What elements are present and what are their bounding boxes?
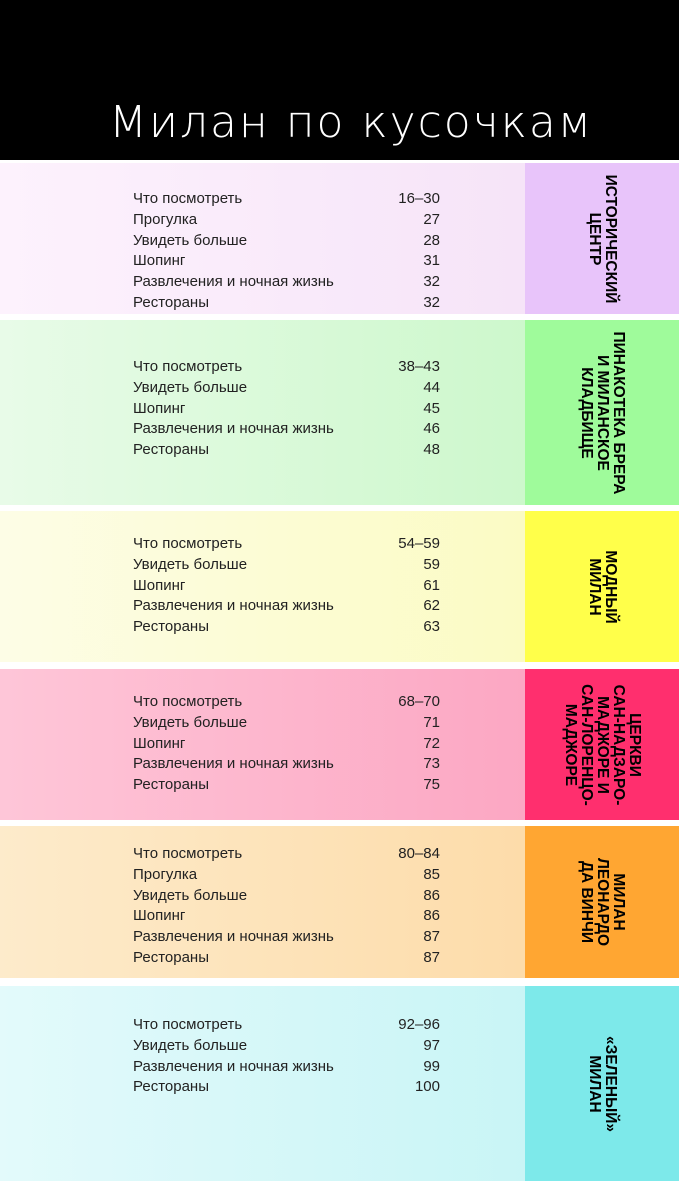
list-item xyxy=(133,734,440,755)
section-1 xyxy=(0,163,679,314)
entry-name: Что посмотреть xyxy=(133,845,243,862)
entry-name: Прогулка xyxy=(133,210,198,228)
entry-page: 87 xyxy=(423,928,440,946)
list-item xyxy=(133,576,440,597)
list-item xyxy=(133,754,440,775)
entry-page: 28 xyxy=(423,231,440,249)
list-item xyxy=(133,534,440,555)
section-4 xyxy=(0,669,679,820)
list-item xyxy=(133,1057,440,1078)
section-content xyxy=(0,320,525,505)
entry-name: Прогулка xyxy=(133,865,198,883)
entry-name: Увидеть больше xyxy=(133,1036,248,1054)
entry-page: 63 xyxy=(423,618,440,636)
entry-page: 86 xyxy=(423,886,440,904)
entry-page: 100 xyxy=(414,1078,440,1096)
entry-name: Шопинг xyxy=(133,576,186,594)
entry-name: Рестораны xyxy=(133,618,209,636)
entry-list xyxy=(133,1015,440,1098)
entry-page: 45 xyxy=(423,399,440,417)
list-item xyxy=(133,272,440,293)
section-content xyxy=(0,669,525,820)
list-item xyxy=(133,419,440,440)
entry-page: 68–70 xyxy=(398,693,440,710)
entry-page: 85 xyxy=(423,865,440,883)
section-label: ПИНАКОТЕКА БРЕРА И МИЛАНСКОЕ КЛАДБИЩЕ xyxy=(578,331,627,494)
entry-page: 62 xyxy=(423,597,440,615)
entry-page: 54–59 xyxy=(398,535,440,552)
entry-page: 87 xyxy=(423,948,440,966)
entry-name: Рестораны xyxy=(133,1078,209,1096)
entry-name: Что посмотреть xyxy=(133,535,243,552)
list-item xyxy=(133,713,440,734)
entry-name: Развлечения и ночная жизнь xyxy=(133,273,334,291)
section-tab xyxy=(525,986,679,1181)
list-item xyxy=(133,617,440,638)
list-item xyxy=(133,886,440,907)
section-tab xyxy=(525,826,679,978)
header-bar xyxy=(0,0,679,160)
entry-name: Шопинг xyxy=(133,252,186,270)
entry-name: Увидеть больше xyxy=(133,886,248,904)
entry-name: Развлечения и ночная жизнь xyxy=(133,928,334,946)
entry-list xyxy=(133,189,440,314)
list-item xyxy=(133,1036,440,1057)
entry-list xyxy=(133,534,440,638)
entry-page: 86 xyxy=(423,907,440,925)
entry-page: 80–84 xyxy=(398,845,440,862)
entry-page: 38–43 xyxy=(398,358,440,375)
entry-page: 73 xyxy=(423,755,440,773)
section-label: МОДНЫЙ МИЛАН xyxy=(586,549,619,624)
section-tab xyxy=(525,163,679,314)
entry-page: 16–30 xyxy=(398,190,440,207)
entry-page: 48 xyxy=(423,441,440,459)
list-item xyxy=(133,775,440,796)
entry-name: Развлечения и ночная жизнь xyxy=(133,420,334,438)
entry-name: Что посмотреть xyxy=(133,1016,243,1033)
page-title: Милан по кусочкам xyxy=(108,97,593,148)
entry-name: Рестораны xyxy=(133,441,209,459)
entry-name: Увидеть больше xyxy=(133,378,248,396)
entry-page: 92–96 xyxy=(398,1016,440,1033)
section-content xyxy=(0,511,525,662)
list-item xyxy=(133,1015,440,1036)
section-content xyxy=(0,826,525,978)
section-tab xyxy=(525,669,679,820)
list-item xyxy=(133,293,440,314)
entry-name: Увидеть больше xyxy=(133,231,248,249)
entry-page: 32 xyxy=(423,293,440,311)
list-item xyxy=(133,357,440,378)
section-label: «ЗЕЛЕНЫЙ» МИЛАН xyxy=(586,1035,619,1132)
entry-name: Что посмотреть xyxy=(133,693,243,710)
entry-name: Развлечения и ночная жизнь xyxy=(133,1057,334,1075)
section-5 xyxy=(0,826,679,978)
entry-name: Что посмотреть xyxy=(133,358,243,375)
entry-page: 59 xyxy=(423,555,440,573)
section-3 xyxy=(0,511,679,662)
entry-page: 99 xyxy=(423,1057,440,1075)
list-item xyxy=(133,1077,440,1098)
list-item xyxy=(133,399,440,420)
section-tab xyxy=(525,511,679,662)
entry-list xyxy=(133,357,440,461)
entry-page: 71 xyxy=(423,713,440,731)
list-item xyxy=(133,440,440,461)
entry-name: Увидеть больше xyxy=(133,555,248,573)
list-item xyxy=(133,927,440,948)
entry-page: 32 xyxy=(423,273,440,291)
section-6 xyxy=(0,986,679,1181)
list-item xyxy=(133,906,440,927)
list-item xyxy=(133,555,440,576)
section-2 xyxy=(0,320,679,505)
entry-name: Увидеть больше xyxy=(133,713,248,731)
entry-page: 31 xyxy=(423,252,440,270)
list-item xyxy=(133,692,440,713)
entry-name: Развлечения и ночная жизнь xyxy=(133,755,334,773)
section-content xyxy=(0,986,525,1181)
entry-list xyxy=(133,692,440,796)
entry-name: Шопинг xyxy=(133,907,186,925)
section-tab xyxy=(525,320,679,505)
list-item xyxy=(133,844,440,865)
list-item xyxy=(133,251,440,272)
entry-page: 27 xyxy=(423,210,440,228)
list-item xyxy=(133,231,440,252)
list-item xyxy=(133,378,440,399)
list-item xyxy=(133,596,440,617)
list-item xyxy=(133,189,440,210)
entry-page: 72 xyxy=(423,734,440,752)
list-item xyxy=(133,865,440,886)
entry-page: 61 xyxy=(423,576,440,594)
list-item xyxy=(133,210,440,231)
section-label: ИСТОРИЧЕСКИЙ ЦЕНТР xyxy=(586,174,619,303)
entry-page: 44 xyxy=(423,378,440,396)
entry-page: 46 xyxy=(423,420,440,438)
section-label: ЦЕРКВИ САН-НАДЗАРО- МАДЖОРЕ И САН-ЛОРЕНЦО- МАДЖОРЕ xyxy=(562,683,643,806)
entry-name: Рестораны xyxy=(133,948,209,966)
entry-page: 75 xyxy=(423,776,440,794)
list-item xyxy=(133,948,440,969)
entry-page: 97 xyxy=(423,1036,440,1054)
entry-name: Шопинг xyxy=(133,734,186,752)
entry-name: Рестораны xyxy=(133,293,209,311)
entry-list xyxy=(133,844,440,969)
entry-name: Что посмотреть xyxy=(133,190,243,207)
section-content xyxy=(0,163,525,314)
entry-name: Развлечения и ночная жизнь xyxy=(133,597,334,615)
entry-name: Шопинг xyxy=(133,399,186,417)
section-label: МИЛАН ЛЕОНАРДО ДА ВИНЧИ xyxy=(578,857,627,947)
entry-name: Рестораны xyxy=(133,776,209,794)
